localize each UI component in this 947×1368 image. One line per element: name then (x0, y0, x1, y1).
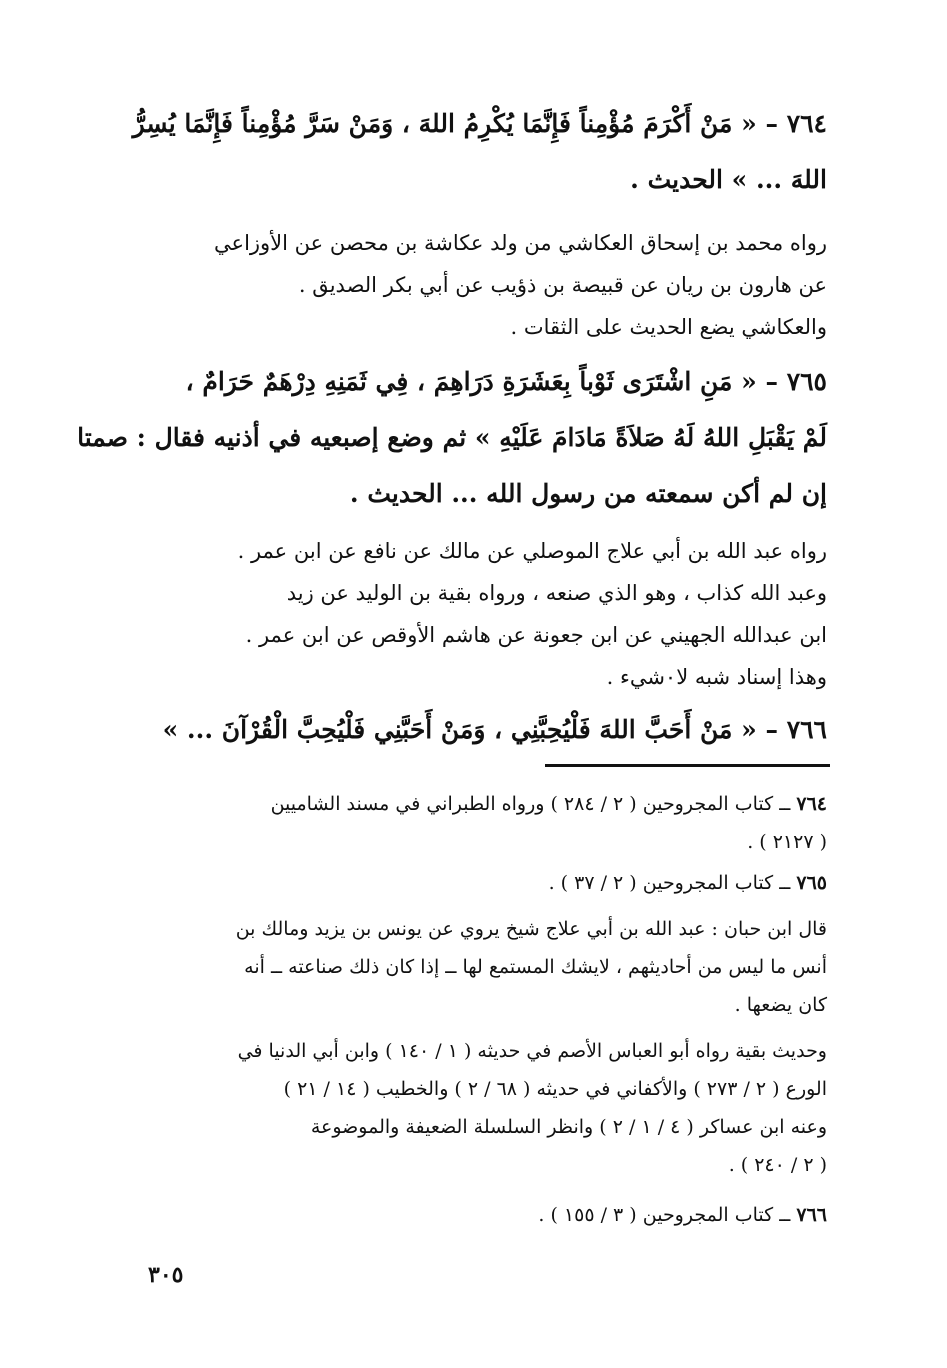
baqiyya-line-1: وحديث بقية رواه أبو العباس الأصم في حديثه ( ١ / ١٤٠ ) وابن أبي الدنيا في (237, 1040, 827, 1062)
hadith-765-number: ٧٦٥ (786, 367, 827, 396)
footnote-separator (545, 764, 830, 767)
footnote-766-number: ٧٦٦ (796, 1204, 827, 1226)
baqiyya-line-3: وعنه ابن عساكر ( ٤ / ١ / ٢ ) وانظر السلسلة الضعيفة والموضوعة (310, 1116, 827, 1138)
footnote-764-number: ٧٦٤ (796, 793, 827, 815)
footnote-766-text-1: ــ كتاب المجروحين ( ٣ / ١٥٥ ) . (538, 1204, 791, 1226)
footnote-baqiyya (137, 1032, 827, 1184)
hadith-764-number: ٧٦٤ (786, 109, 827, 138)
commentary-764 (137, 222, 827, 348)
footnote-765-number: ٧٦٥ (796, 872, 827, 894)
footnote-764-line-2: ( ٢١٢٧ ) . (747, 831, 827, 853)
hadith-764-line-2: اللهَ ... » الحديث . (630, 165, 827, 194)
hadith-764-line-1 (132, 96, 827, 152)
hadith-765-line-3: إن لم أكن سمعته من رسول الله ... الحديث . (349, 479, 827, 508)
hadith-765-text-1: – « مَنِ اشْتَرَى ثَوْباً بِعَشَرَةِ دَرَاهِمَ ، فِي ثَمَنِهِ دِرْهَمٌ حَرَامٌ ، (185, 367, 778, 396)
commentary-765-line-1: رواه عبد الله بن أبي علاج الموصلي عن مالك عن نافع عن ابن عمر . (237, 539, 827, 563)
ibn-hibban-line-3: كان يضعها . (734, 994, 827, 1016)
page-number: ٣٠٥ (148, 1262, 184, 1288)
commentary-764-line-3: والعكاشي يضع الحديث على الثقات . (510, 315, 827, 339)
hadith-764-text-1: – « مَنْ أَكْرَمَ مُؤْمِناً فَإِنَّمَا يُكْرِمُ اللهَ ، وَمَنْ سَرَّ مُؤْمِناً فَإِنَّمَا يُسِرُّ (132, 109, 778, 138)
hadith-766 (137, 702, 827, 758)
footnote-764 (137, 785, 827, 861)
hadith-764 (132, 96, 827, 208)
hadith-765-line-2: لَمْ يَقْبَلِ اللهُ لَهُ صَلاَةً مَادَامَ عَلَيْهِ » ثم وضع إصبعيه في أذنيه فقال : صمتا (77, 423, 827, 452)
footnote-765-line-1 (137, 864, 827, 902)
hadith-766-text-1: – « مَنْ أَحَبَّ اللهَ فَلْيُحِبَّنِي ، وَمَنْ أَحَبَّنِي فَلْيُحِبَّ الْقُرْآنَ ... » (162, 715, 778, 744)
baqiyya-line-2: الورع ( ٢ / ٢٧٣ ) والأكفاني في حديثه ( ٦٨ / ٢ ) والخطيب ( ١٤ / ٢١ ) (283, 1078, 827, 1100)
footnote-766-line-1 (137, 1196, 827, 1234)
footnote-765 (137, 864, 827, 902)
commentary-764-line-2: عن هارون بن ريان عن قبيصة بن ذؤيب عن أبي بكر الصديق . (298, 273, 827, 297)
hadith-766-number: ٧٦٦ (786, 715, 827, 744)
baqiyya-line-4: ( ٢ / ٢٤٠ ) . (728, 1154, 827, 1176)
footnote-764-line-1 (137, 785, 827, 823)
footnote-765-text-1: ــ كتاب المجروحين ( ٢ / ٣٧ ) . (548, 872, 791, 894)
hadith-766-line-1 (137, 702, 827, 758)
footnote-ibn-hibban (137, 910, 827, 1024)
commentary-765 (137, 530, 827, 698)
footnote-764-text-1: ــ كتاب المجروحين ( ٢ / ٢٨٤ ) ورواه الطبراني في مسند الشاميين (270, 793, 791, 815)
commentary-765-line-4: وهذا إسناد شبه لا٠شيء . (606, 665, 827, 689)
hadith-765 (77, 354, 827, 522)
commentary-765-line-2: وعبد الله كذاب ، وهو الذي صنعه ، ورواه بقية بن الوليد عن زيد (286, 581, 827, 605)
hadith-765-line-1 (137, 354, 827, 410)
footnote-766 (137, 1196, 827, 1234)
ibn-hibban-line-2: أنس ما ليس من أحاديثهم ، لايشك المستمع لها ــ إذا كان ذلك صناعته ــ أنه (244, 956, 827, 978)
ibn-hibban-line-1: قال ابن حبان : عبد الله بن أبي علاج شيخ يروي عن يونس بن يزيد ومالك بن (235, 918, 827, 940)
commentary-765-line-3: ابن عبدالله الجهيني عن ابن جعونة عن هاشم الأوقص عن ابن عمر . (245, 623, 827, 647)
commentary-764-line-1: رواه محمد بن إسحاق العكاشي من ولد عكاشة بن محصن عن الأوزاعي (214, 231, 827, 255)
